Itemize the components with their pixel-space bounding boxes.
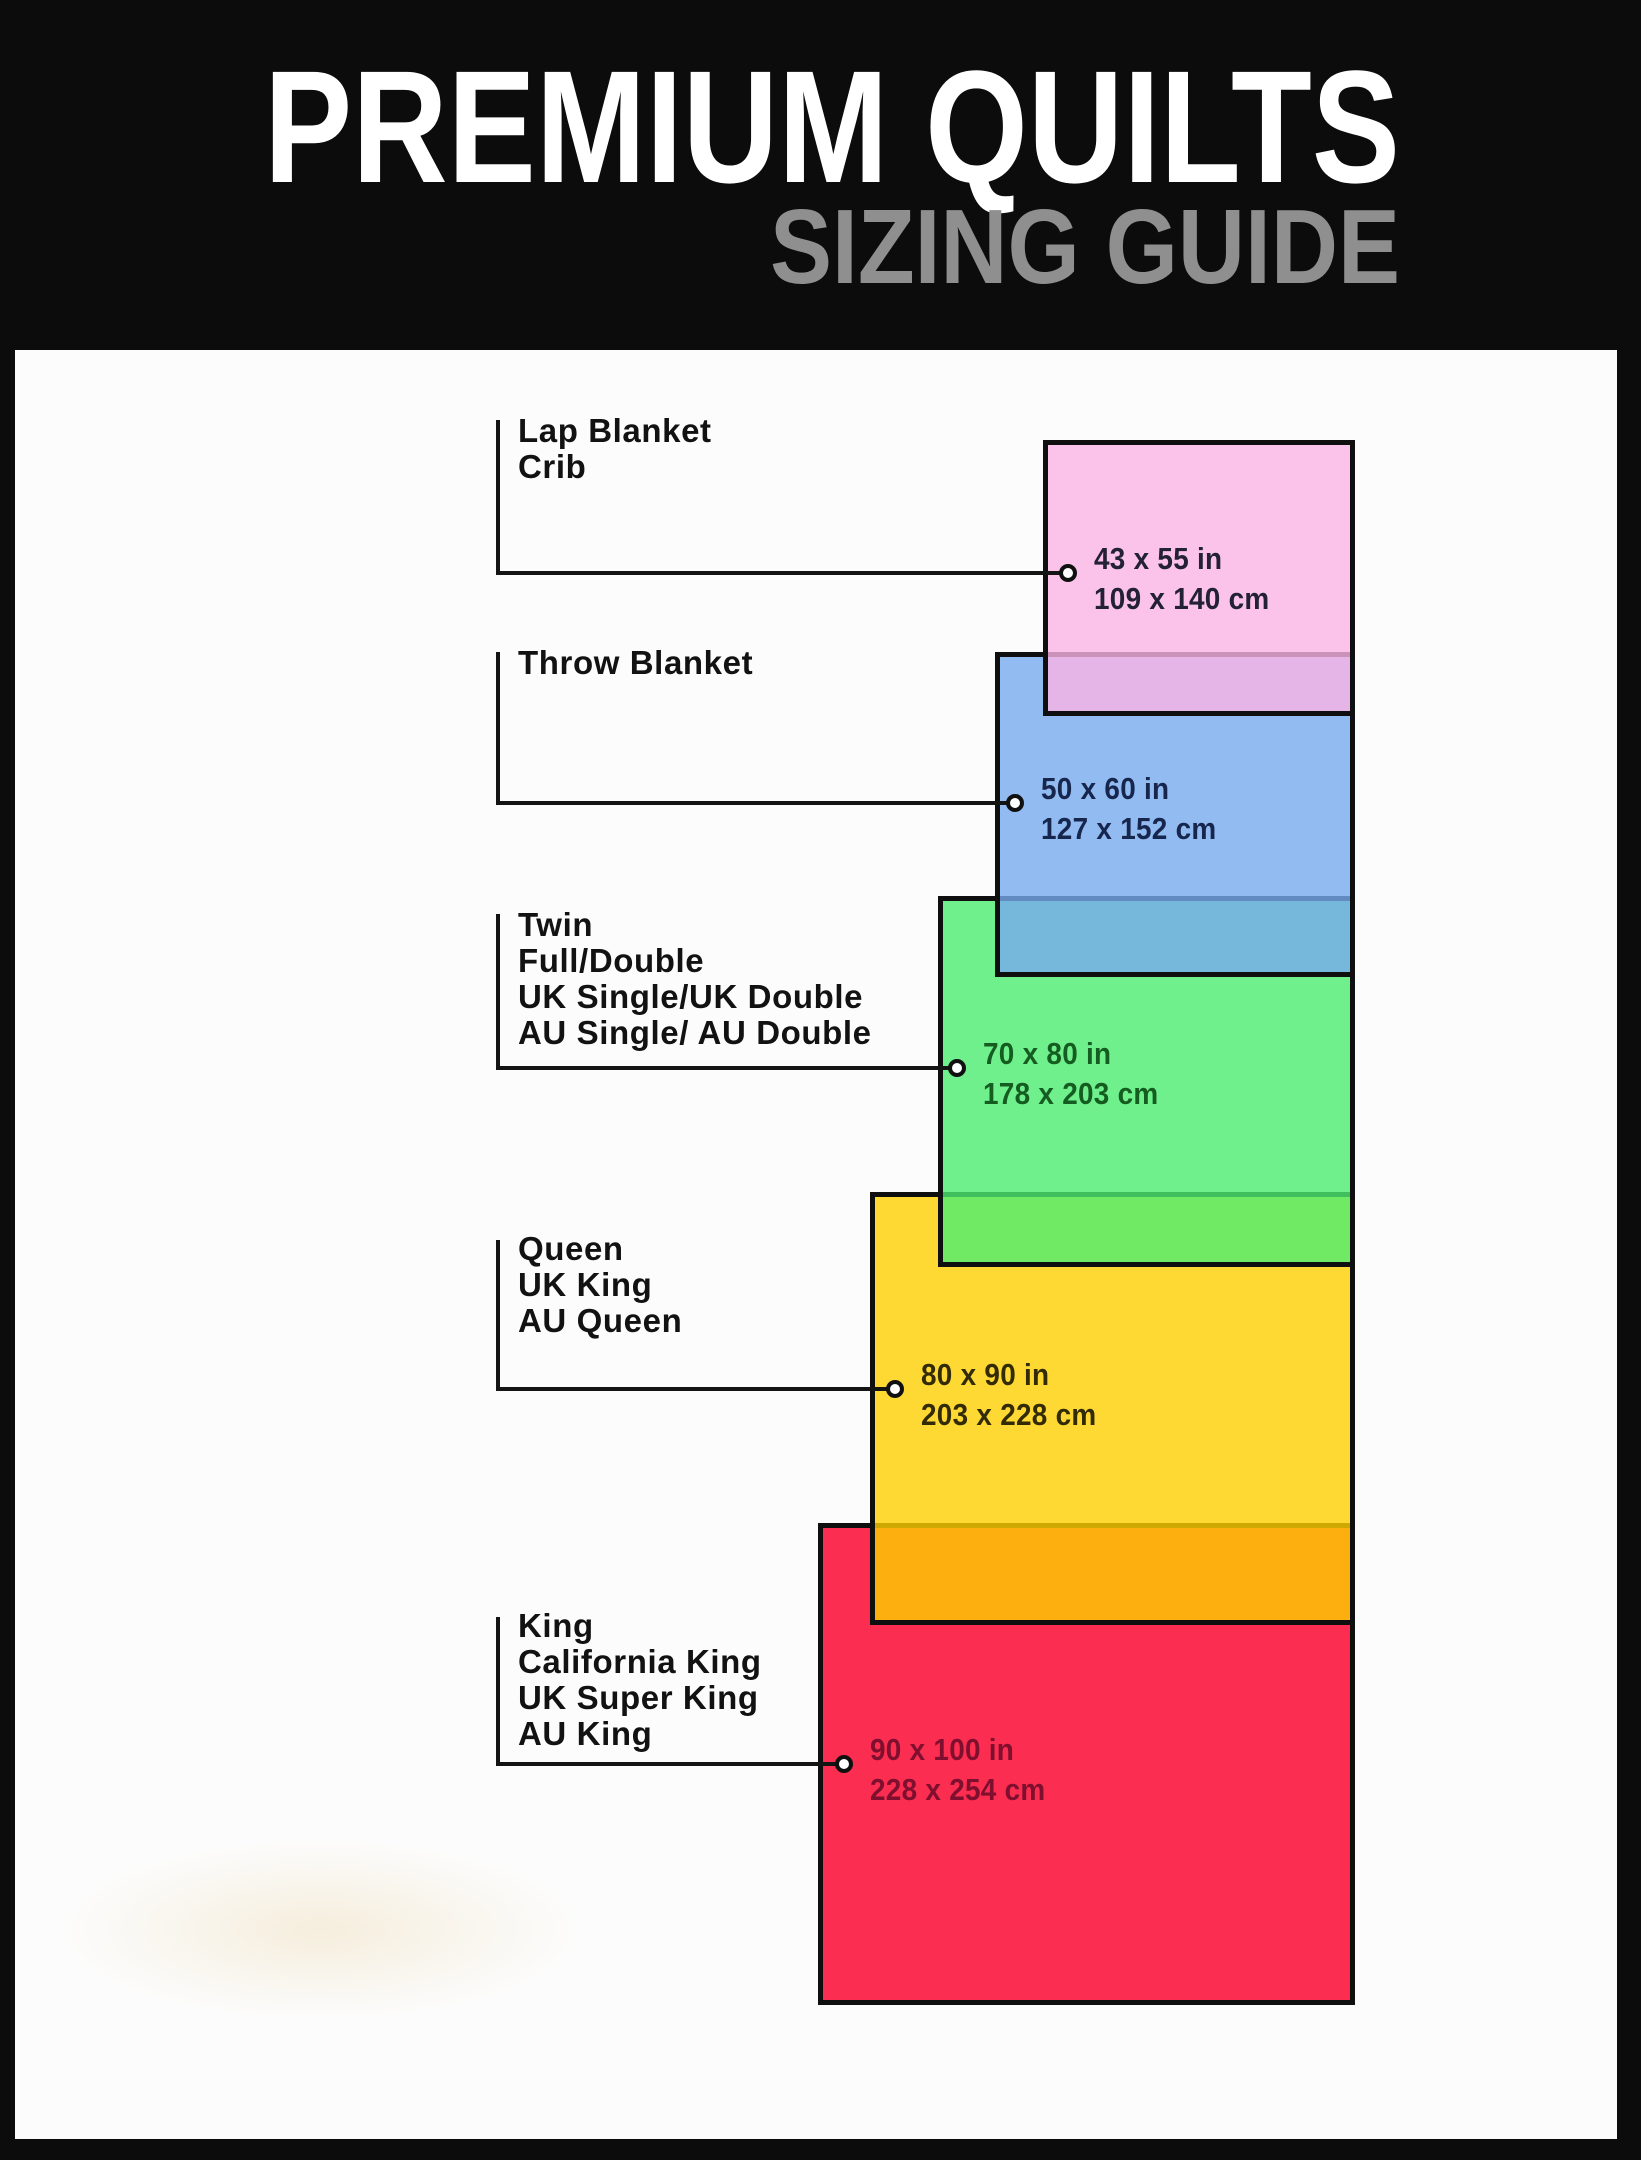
bracket-line xyxy=(496,652,500,805)
connector-line xyxy=(496,1387,897,1391)
connector-line xyxy=(496,1762,846,1766)
header xyxy=(0,0,1641,350)
bracket-line xyxy=(496,1240,500,1391)
group-label: Queen UK King AU Queen xyxy=(518,1230,683,1339)
bracket-line xyxy=(496,914,500,1070)
page-subtitle: SIZING GUIDE xyxy=(770,188,1400,306)
group-label: King California King UK Super King AU King xyxy=(518,1607,762,1752)
paper-stain-artifact xyxy=(60,1840,580,2020)
group-label: Lap Blanket Crib xyxy=(518,412,712,485)
connector-line xyxy=(496,1066,959,1070)
marker-dot xyxy=(948,1059,966,1077)
marker-dot xyxy=(835,1755,853,1773)
page-title: PREMIUM QUILTS xyxy=(264,37,1400,216)
size-text: 90 x 100 in 228 x 254 cm xyxy=(870,1732,1046,1807)
size-text: 70 x 80 in 178 x 203 cm xyxy=(983,1036,1159,1111)
group-label: Throw Blanket xyxy=(518,644,754,681)
connector-line xyxy=(496,801,1017,805)
marker-dot xyxy=(1059,564,1077,582)
group-label: Twin Full/Double UK Single/UK Double AU Single/ AU Double xyxy=(518,906,872,1051)
bracket-line xyxy=(496,420,500,575)
marker-dot xyxy=(1006,794,1024,812)
size-text: 43 x 55 in 109 x 140 cm xyxy=(1094,541,1270,616)
size-text: 80 x 90 in 203 x 228 cm xyxy=(921,1357,1097,1432)
size-text: 50 x 60 in 127 x 152 cm xyxy=(1041,771,1217,846)
marker-dot xyxy=(886,1380,904,1398)
bracket-line xyxy=(496,1617,500,1766)
connector-line xyxy=(496,571,1070,575)
